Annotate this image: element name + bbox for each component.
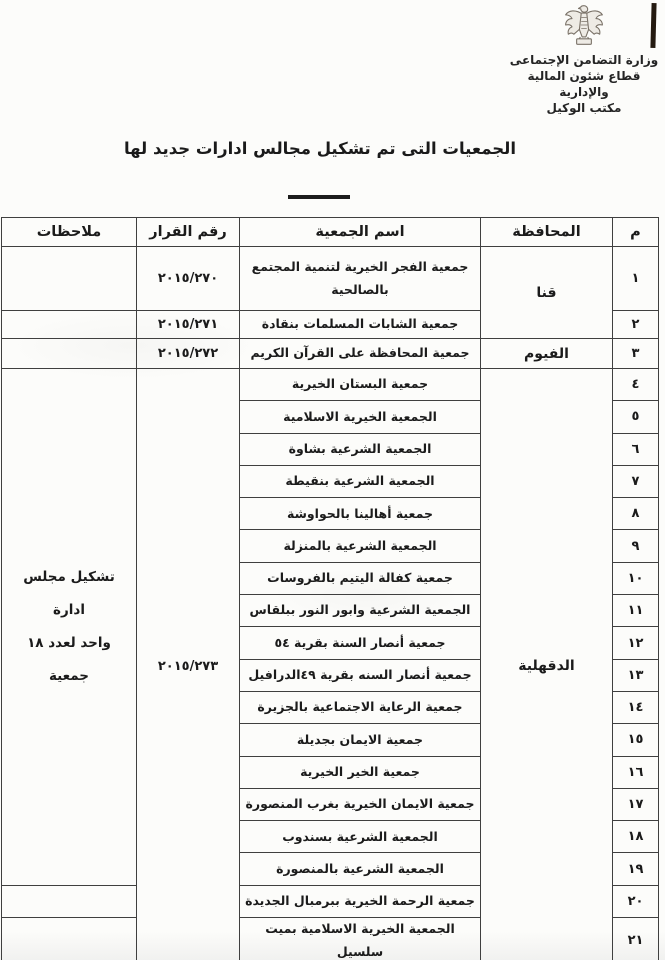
associations-table — [1, 217, 659, 960]
page-title: الجمعيات التى تم تشكيل مجالس ادارات جديد لها — [123, 139, 517, 158]
table-row — [2, 369, 659, 401]
row-number: ٨ — [613, 498, 659, 530]
row-number: ١٧ — [613, 788, 659, 820]
letterhead — [503, 2, 665, 116]
row-number: ١١ — [613, 595, 659, 627]
row-number: ٢١ — [613, 918, 659, 960]
row-number: ١٢ — [613, 627, 659, 659]
row-number: ٢٠ — [613, 885, 659, 917]
row-number: ٥ — [613, 401, 659, 433]
row-number: ٢ — [613, 311, 659, 339]
decision-number: ٢٠١٥/٢٧٠ — [137, 247, 240, 311]
association-name: جمعية أنصار السنه بقرية ٤٩الدرافيل — [240, 659, 481, 691]
row-number: ٩ — [613, 530, 659, 562]
row-number: ١٩ — [613, 853, 659, 885]
association-name: الجمعية الشرعية بنقيطة — [240, 465, 481, 497]
association-name: جمعية الفجر الخيرية لتنمية المجتمع بالصالحية — [240, 247, 481, 311]
association-name: الجمعية الشرعية وابور النور ببلقاس — [240, 595, 481, 627]
notes-cell-empty — [2, 885, 137, 917]
table-header-row — [2, 218, 659, 247]
association-name: جمعية الشابات المسلمات بنقادة — [240, 311, 481, 339]
notes-line: واحد لعدد ١٨ جمعية — [27, 634, 111, 684]
row-number: ١٣ — [613, 659, 659, 691]
ministry-name: وزارة التضامن الإجتماعى — [509, 53, 659, 67]
header-association-name: اسم الجمعية — [240, 218, 481, 247]
row-number: ١ — [613, 247, 659, 311]
header-governorate: المحافظة — [481, 218, 613, 247]
governorate-cell-qena: قنا — [481, 247, 613, 339]
row-number: ٦ — [613, 433, 659, 465]
governorate-cell-dakahlia: الدقهلية — [481, 369, 613, 960]
association-name: الجمعية الشرعية بالمنزلة — [240, 530, 481, 562]
header-num: م — [613, 218, 659, 247]
row-number: ٧ — [613, 465, 659, 497]
row-number: ٤ — [613, 369, 659, 401]
association-name: جمعية الايمان بجديلة — [240, 724, 481, 756]
association-name: جمعية الايمان الخيرية بغرب المنصورة — [240, 788, 481, 820]
association-name: جمعية أهالينا بالحواوشة — [240, 498, 481, 530]
association-name: الجمعية الشرعية بالمنصورة — [240, 853, 481, 885]
row-number: ١٥ — [613, 724, 659, 756]
notes-cell-empty — [2, 339, 137, 369]
eagle-emblem-icon — [560, 2, 608, 48]
row-number: ١٤ — [613, 691, 659, 723]
row-number: ١٠ — [613, 562, 659, 594]
header-decision-number: رقم القرار — [137, 218, 240, 247]
row-number: ٣ — [613, 339, 659, 369]
sector-name: قطاع شئون المالية والإدارية — [527, 69, 641, 99]
governorate-cell-fayoum: الفيوم — [481, 339, 613, 369]
association-name: الجمعية الشرعية بسندوب — [240, 821, 481, 853]
notes-cell-merged — [2, 369, 137, 886]
header-notes: ملاحظات — [2, 218, 137, 247]
table-row — [2, 339, 659, 369]
association-name: جمعية الرعاية الاجتماعية بالجزيرة — [240, 691, 481, 723]
notes-cell-empty — [2, 311, 137, 339]
association-name: الجمعية الخيرية الاسلامية — [240, 401, 481, 433]
association-name: جمعية أنصار السنة بقرية ٥٤ — [240, 627, 481, 659]
row-number: ١٨ — [613, 821, 659, 853]
decision-number: ٢٠١٥/٢٧١ — [137, 311, 240, 339]
association-name: الجمعية الخيرية الاسلامية بميت سلسيل — [240, 918, 481, 960]
notes-cell-empty — [2, 918, 137, 960]
association-name: الجمعية الشرعية بشاوة — [240, 433, 481, 465]
association-name: جمعية الرحمة الخيرية ببرمبال الجديدة — [240, 885, 481, 917]
office-name: مكتب الوكيل — [546, 101, 622, 115]
association-name: جمعية المحافظة على القرآن الكريم — [240, 339, 481, 369]
notes-cell-empty — [2, 247, 137, 311]
association-name: جمعية الخير الخيرية — [240, 756, 481, 788]
association-name: جمعية كفالة اليتيم بالفروسات — [240, 562, 481, 594]
row-number: ١٦ — [613, 756, 659, 788]
association-name: جمعية البستان الخيرية — [240, 369, 481, 401]
decision-number: ٢٠١٥/٢٧٢ — [137, 339, 240, 369]
decision-number-merged: ٢٠١٥/٢٧٣ — [137, 369, 240, 960]
table-row — [2, 247, 659, 311]
title-underline — [288, 195, 350, 199]
notes-line: تشكيل مجلس ادارة — [23, 568, 115, 618]
